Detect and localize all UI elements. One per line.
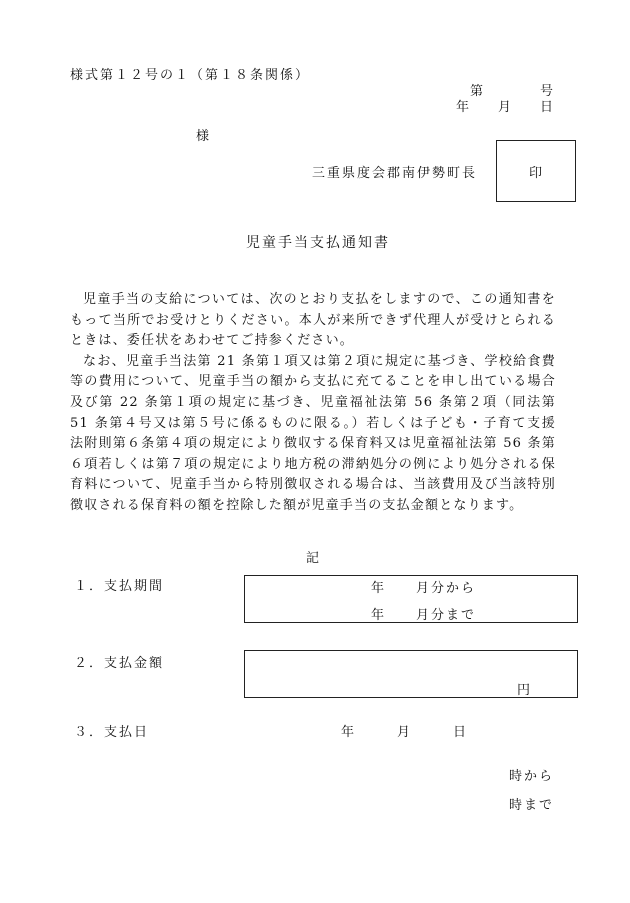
body-paragraph-1: 児童手当の支給については、次のとおり支払をしますので、この通知書をもって当所でお受けとりください。本人が来所できず代理人が受けとられるときは、委任状をあわせてご持参ください。: [70, 292, 556, 349]
document-number: 第 号: [469, 84, 554, 99]
addressee-suffix: 様: [196, 129, 210, 144]
payday-label: ３．支払日: [74, 725, 150, 740]
form-number: 様式第１２号の１（第１８条関係）: [70, 68, 311, 83]
payday-time-from: 時から: [509, 769, 555, 784]
body-text: [70, 290, 556, 517]
issue-date: 年 月 日: [455, 100, 554, 115]
amount-box: [244, 650, 578, 698]
payday-time-to: 時まで: [509, 798, 555, 813]
period-from: 年 月分から: [371, 581, 477, 596]
period-to: 年 月分まで: [371, 608, 477, 623]
issuer-name: 三重県度会郡南伊勢町長: [312, 166, 478, 181]
amount-label: ２．支払金額: [74, 656, 165, 671]
amount-unit: 円: [517, 683, 531, 698]
period-label: １．支払期間: [74, 579, 165, 594]
body-paragraph-2: なお、児童手当法第 21 条第１項又は第２項に規定に基づき、学校給食費等の費用について、児童手当の額から支払に充てることを申し出ている場合及び第 22 条第１項の規定に基づき、児童福祉法第 56 条第２項（同法第 51 条第４号又は第５号に係るものに限る。）若しくは子ども・子育て支援法附則第６条第４項の規定により徴収する保育料又は児童福祉法第 56 条第６項若しくは第７項の規定により地方税の滞納処分の例により処分される保育料について、児童手当から特別徴収される場合は、当該費用及び当該特別徴収される保育料の額を控除した額が児童手当の支払金額となります。: [70, 353, 556, 513]
seal-box: [496, 140, 576, 202]
payday-date: 年 月 日: [341, 725, 468, 740]
document-title: 児童手当支払通知書: [246, 235, 390, 251]
period-box: [244, 575, 578, 623]
note-heading: 記: [306, 551, 320, 566]
seal-label: 印: [529, 166, 543, 181]
